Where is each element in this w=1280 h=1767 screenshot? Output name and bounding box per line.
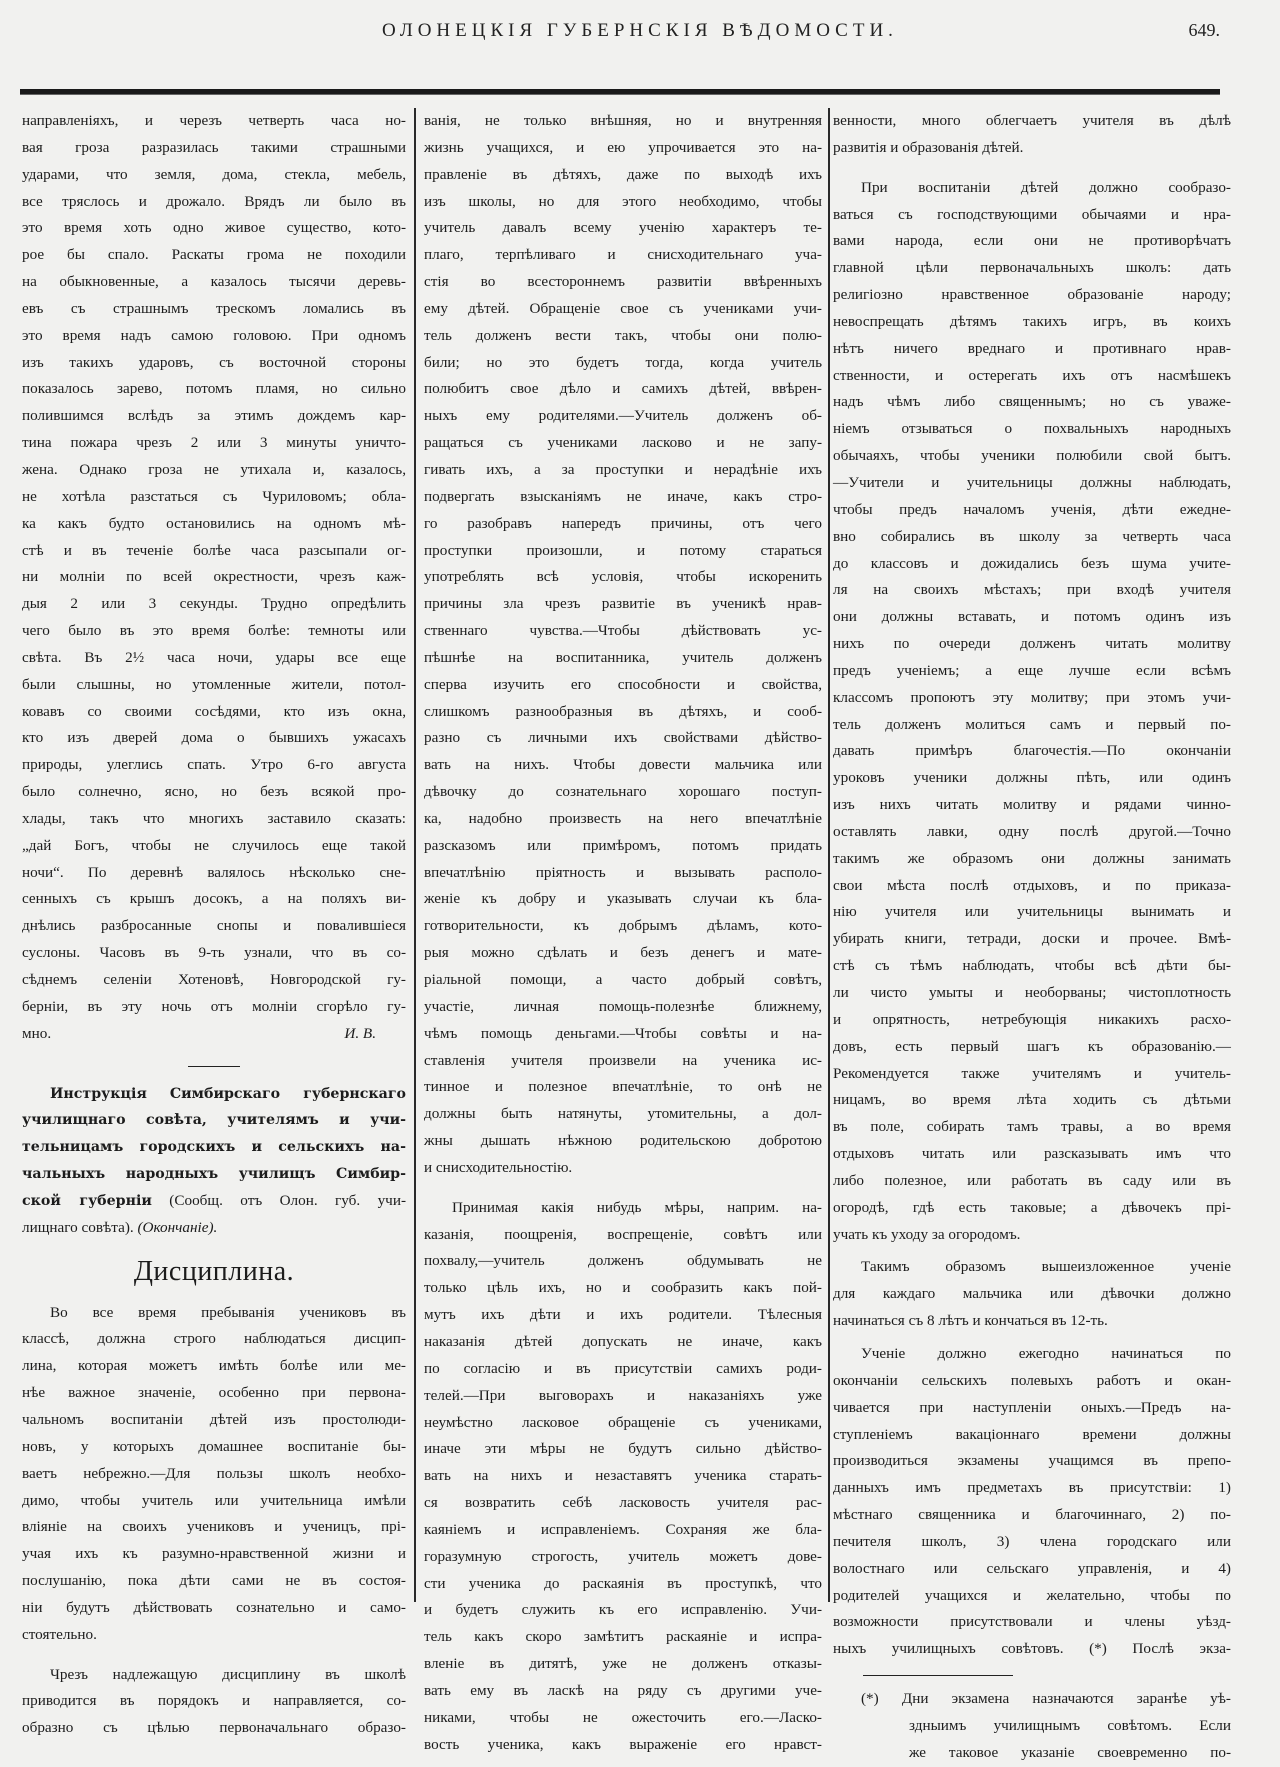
text-line: телей.—При выговорахъ и наказаніяхъ уже (424, 1386, 822, 1404)
text-line: ся возвратить себѣ ласковость учителя рас- (424, 1494, 822, 1512)
text-line: по согласію и въ присутствіи самихъ роди- (424, 1359, 822, 1377)
text-line: учитель давалъ всему ученію характеръ те- (424, 219, 822, 237)
text-line: мутъ ихъ дѣти и ихъ родители. Тѣлесныя (424, 1306, 822, 1324)
text-line: ка, надобно произвесть на него впечатлѣніе (424, 809, 822, 827)
text-line: причины зла чрезъ развитіе въ ученикѣ нрав- (424, 595, 822, 613)
text-line: либо полезное, или работать въ саду или въ (833, 1171, 1231, 1189)
discipline-paragraph-2 (22, 1662, 406, 1743)
text-line: плаго, терпѣливаго и снисходительнаго уча- (424, 246, 822, 264)
text-line: приводится въ порядокъ и направляется, со- (22, 1692, 406, 1710)
text-line: употреблять всѣ условія, чтобы искоренить (424, 568, 822, 586)
text-line: чивается при наступленіи оныхъ.—Предъ на- (833, 1398, 1231, 1416)
text-line: чтобы предъ началомъ ученія, дѣти ежедне- (833, 500, 1231, 518)
text-line: ныхъ ему родителями.—Учитель долженъ об- (424, 407, 822, 425)
article-continuation: (Окончаніе). (137, 1218, 218, 1236)
text-line: тина пожара чрезъ 2 или 3 минуты уничто- (22, 434, 406, 452)
column2-paragraph-1 (424, 108, 822, 1182)
text-line: нѣе важное значеніе, особенно при первона- (22, 1384, 406, 1402)
text-line: вно собирались въ школу за четверть часа (833, 527, 1231, 545)
story-last-word: мно. (22, 1024, 52, 1042)
column3-paragraph-3 (833, 1254, 1231, 1335)
footnote (833, 1686, 1231, 1767)
text-line: религіозно нравственное образованіе народу; (833, 286, 1231, 304)
text-line: стѣ съ тѣмъ наблюдать, чтобы всѣ дѣти бы- (833, 957, 1231, 975)
column-3 (833, 108, 1231, 1761)
page-header (0, 0, 1280, 100)
column-2 (424, 108, 822, 1753)
column-1 (22, 108, 407, 1737)
text-line: въ поле, собирать тамъ травы, а во время (833, 1118, 1231, 1136)
text-line: уроковъ ученики должны пѣть, или одинъ (833, 769, 1231, 787)
text-line: изъ нихъ читать молитву и рядами чинно- (833, 796, 1231, 814)
text-line: тельницамъ городскихъ и сельскихъ на- (22, 1139, 406, 1156)
text-line: все тряслось и дрожало. Врядъ ли было въ (22, 192, 406, 210)
text-line: „дай Богъ, чтобы не случилось еще такой (22, 836, 406, 854)
text-line: же таковое указаніе своевременно по- (909, 1743, 1231, 1761)
text-line: нѣтъ ничего вреднаго и противнаго нрав- (833, 339, 1231, 357)
text-line: димо, чтобы учитель или учительница имѣли (22, 1491, 406, 1509)
text-line: классомъ пропоютъ эту молитву; при этомъ учи- (833, 688, 1231, 706)
text-line: это время надъ самою головою. При одномъ (22, 326, 406, 344)
text-line: днѣлись разбросанные снопы и повалившіеся (22, 917, 406, 935)
text-line: невоспрещать дѣтямъ такихъ игръ, въ коихъ (833, 312, 1231, 330)
article-source: (Сообщ. отъ Олон. губ. учи- (151, 1191, 407, 1209)
text-line: лина, которая можетъ имѣть болѣе или ме- (22, 1357, 406, 1375)
section-heading: Дисциплина. (133, 1255, 295, 1287)
signature: И. В. (344, 1024, 376, 1042)
header-rule (20, 89, 1220, 95)
text-line: рое бы спало. Раскаты грома не походили (22, 246, 406, 264)
text-line: ваться съ господствующими обычаями и нра- (833, 205, 1231, 223)
text-line: вать на нихъ. Чтобы довести мальчика или (424, 756, 822, 774)
story-ending (22, 1021, 406, 1048)
discipline-paragraph-1 (22, 1300, 406, 1649)
column-divider-1 (414, 108, 416, 1602)
text-line: данныхъ имъ предметахъ въ присутствіи: 1) (833, 1479, 1231, 1497)
text-line: до классовъ и дожидались безъ шума учите- (833, 554, 1231, 572)
text-line: ковавъ со своими сосѣдями, кто изъ окна, (22, 702, 406, 720)
text-line: рыя можно сдѣлать и безъ денегъ и мате- (424, 944, 822, 962)
text-line: ударами, что земля, дома, стекла, мебель, (22, 165, 406, 183)
article-source-2: лищнаго совѣта). (22, 1218, 138, 1236)
text-line: было солнечно, ясно, но безъ всякой про- (22, 783, 406, 801)
column3-paragraph-1 (833, 108, 1231, 162)
paragraph-gap (424, 1182, 822, 1195)
text-line: свѣта. Въ 2½ часа ночи, удары все еще (22, 648, 406, 666)
text-line: мѣстнаго священника и благочиннаго, 2) по- (833, 1506, 1231, 1524)
text-line: чальномъ воспитаніи дѣтей изъ простолюди- (22, 1410, 406, 1428)
text-line: и опрятность, нетребующія никакихъ расхо- (833, 1010, 1231, 1028)
story-text (22, 108, 406, 1021)
text-line: развитія и образованія дѣтей. (833, 138, 1024, 156)
text-line: начинаться съ 8 лѣтъ и кончаться въ 12-ть. (833, 1312, 1108, 1330)
text-line: казанія, поощренія, воспрещеніе, совѣтъ или (424, 1225, 822, 1243)
text-line: довъ, есть первый шагъ къ образованію.— (833, 1037, 1231, 1055)
text-line: ницамъ, во время лѣта ходить съ дѣтьми (833, 1091, 1231, 1109)
text-line: сперва изучить его способности и свойства, (424, 675, 822, 693)
text-line: окончаніи сельскихъ полевыхъ работъ и окан- (833, 1371, 1231, 1389)
text-line: жена. Однако гроза не утихала и, казалось, (22, 460, 406, 478)
text-line: полившимся вслѣдъ за этимъ дождемъ кар- (22, 407, 406, 425)
text-line: гивать ихъ, а за проступки и нерадѣніе ихъ (424, 460, 822, 478)
text-line: хлады, такъ что многихъ заставило сказать: (22, 809, 406, 827)
text-line: училищнаго совѣта, учителямъ и учи- (22, 1112, 406, 1129)
text-line: ка какъ будто остановились на одномъ мѣ- (22, 514, 406, 532)
paragraph-gap (833, 162, 1231, 175)
text-line: пѣшнѣе на воспитанника, учитель долженъ (424, 648, 822, 666)
text-line: неумѣстно ласковое обращеніе съ учениками, (424, 1413, 822, 1431)
text-line: ступленіемъ вакаціоннаго времени должны (833, 1425, 1231, 1443)
text-line: дыя 2 или 3 секунды. Трудно опредѣлить (22, 595, 406, 613)
text-line: учая ихъ къ разумно-нравственной жизни и (22, 1545, 406, 1563)
text-line: чѣмъ помощь деньгами.—Чтобы совѣты и на- (424, 1024, 822, 1042)
text-line: тинное и полезное впечатлѣніе, то онѣ не (424, 1078, 822, 1096)
text-line: го разобравъ напередъ причины, отъ чего (424, 514, 822, 532)
text-line: горазумную строгость, учитель можетъ дове- (424, 1547, 822, 1565)
text-line: ственности, и остерегать ихъ отъ насмѣшекъ (833, 366, 1231, 384)
text-line: разсказомъ или примѣромъ, потомъ придать (424, 836, 822, 854)
text-line: отдыховъ читать или разсказывать имъ что (833, 1145, 1231, 1163)
text-line: вленіе въ дитятѣ, уже не долженъ отказы- (424, 1655, 822, 1673)
text-line: дѣвочку до сознательнаго хорошаго поступ- (424, 783, 822, 801)
column2-paragraph-2 (424, 1195, 822, 1759)
text-line: должны быть натянуты, утомительны, а дол- (424, 1105, 822, 1123)
text-line: —Учители и учительницы должны наблюдать, (833, 473, 1231, 491)
text-line: это время хоть одно живое существо, кото- (22, 219, 406, 237)
text-line: евъ съ страшнымъ трескомъ ломались въ (22, 299, 406, 317)
text-line: ственнаго чувства.—Чтобы дѣйствовать ус- (424, 622, 822, 640)
text-line: били; но это будетъ тогда, когда учитель (424, 353, 822, 371)
article-title (22, 1081, 406, 1188)
separator-rule (188, 1066, 240, 1067)
text-line: ночи“. По деревнѣ валялось нѣсколько сне- (22, 863, 406, 881)
text-line: стѣ и въ теченіе болѣе часа разсыпали ог- (22, 541, 406, 559)
text-line: оставлять лавки, одну послѣ другой.—Точно (833, 822, 1231, 840)
text-line: волостнаго или сельскаго управленія, и 4) (833, 1559, 1231, 1577)
text-line: печителя школъ, 3) члена городскаго или (833, 1532, 1231, 1550)
text-line: изъ такихъ ударовъ, съ восточной стороны (22, 353, 406, 371)
text-line: иначе эти мѣры не будутъ сильно дѣйство- (424, 1440, 822, 1458)
text-line: полюбитъ свое дѣло и самихъ дѣтей, ввѣрен- (424, 380, 822, 398)
article-title-line-5 (22, 1188, 406, 1215)
column3-paragraph-2 (833, 175, 1231, 1249)
text-line: образно съ цѣлью первоначальнаго образо- (22, 1719, 406, 1737)
text-line: стія во всестороннемъ развитіи ввѣренныхъ (424, 273, 822, 291)
text-line: вать ему въ ласкѣ на ряду съ другими уче- (424, 1681, 822, 1699)
text-line: стоятельно. (22, 1625, 97, 1643)
text-line: вами народа, если они не противорѣчатъ (833, 232, 1231, 250)
text-line: жизнь учащихся, и ею упрочивается это на- (424, 138, 822, 156)
text-line: правленіе въ дѣтяхъ, даже по выходѣ ихъ (424, 165, 822, 183)
text-line: классѣ, должна строго наблюдаться дисцип- (22, 1330, 406, 1348)
text-line: берніи, въ эту ночь отъ молніи сгорѣло гу- (22, 997, 406, 1015)
text-line: Чрезъ надлежащую дисциплину въ школѣ (50, 1665, 406, 1683)
text-line: огородѣ, гдѣ есть таковые; а дѣвочекъ прі- (833, 1198, 1231, 1216)
text-line: Такимъ образомъ вышеизложенное ученіе (861, 1258, 1231, 1276)
text-line: сѣднемъ селеніи Хотеновѣ, Новгородской гу- (22, 971, 406, 988)
text-line: природы, улеглись спать. Утро 6-го августа (22, 756, 406, 774)
text-line: ли чисто умыты и необорваны; чистоплотность (833, 984, 1231, 1001)
text-line: суслоны. Часовъ въ 9-ть узнали, что въ со- (22, 944, 406, 962)
text-line: вліяніе на своихъ учениковъ и ученицъ, прі- (22, 1518, 406, 1536)
article-title-line-6 (22, 1215, 406, 1242)
text-line: кто изъ дверей дома о бывшихъ ужасахъ (22, 729, 406, 747)
text-line: новъ, у которыхъ домашнее воспитаніе бы- (22, 1437, 406, 1455)
text-line: похвалу,—учитель долженъ обдумывать не (424, 1252, 822, 1270)
text-line: нихъ по очереди долженъ читать молитву (833, 635, 1231, 653)
newspaper-title: ОЛОНЕЦКІЯ ГУБЕРНСКІЯ ВѢДОМОСТИ. (382, 20, 898, 41)
text-line: ля на своихъ мѣстахъ; при входѣ учителя (833, 581, 1231, 599)
text-line: разно съ личными ихъ свойствами дѣйство- (424, 729, 822, 747)
text-line: наказанія дѣтей допускать не иначе, какъ (424, 1332, 822, 1350)
text-line: не хотѣла разстаться съ Чуриловомъ; обла- (22, 487, 406, 505)
text-line: жны дышать нѣжною родительскою добротою (424, 1132, 822, 1150)
text-line: готворительности, къ добрымъ дѣламъ, кото- (424, 917, 822, 935)
text-line: учать къ уходу за огородомъ. (833, 1225, 1021, 1243)
text-line: вая гроза разразилась такими страшными (22, 138, 406, 156)
text-line: вость ученика, какъ выраженіе его нравст- (424, 1735, 822, 1753)
text-line: сенныхъ съ крышъ досокъ, а на поляхъ ви- (22, 890, 406, 908)
text-line: тель какъ скоро замѣтитъ раскаяніе и испра- (424, 1628, 822, 1646)
text-line: Рекомендуется также учителямъ и учитель- (833, 1064, 1231, 1082)
text-line: были слышны, но утомленные жители, потол- (22, 675, 406, 693)
text-line: ему дѣтей. Обращеніе свое съ учениками учи- (424, 299, 822, 317)
text-line: тель долженъ вести такъ, чтобы они полю- (424, 326, 822, 344)
footnote-rule (863, 1675, 1013, 1676)
text-line: тель долженъ молиться самъ и первый по- (833, 715, 1231, 733)
text-line: венности, много облегчаетъ учителя въ дѣлѣ (833, 112, 1231, 129)
text-line: При воспитаніи дѣтей должно сообразо- (861, 178, 1231, 196)
text-line: подвергать взысканіямъ не иначе, какъ стро- (424, 487, 822, 505)
text-line: возможности присутствовали и члены уѣзд- (833, 1613, 1231, 1631)
text-line: и будетъ служить къ его исправленію. Учи- (424, 1601, 822, 1619)
text-line: изъ школы, но для этого необходимо, чтобы (424, 192, 822, 210)
text-line: слишкомъ разнообразныя въ дѣтяхъ, и сооб- (424, 702, 822, 720)
text-line: (*) Дни экзамена назначаются заранѣе уѣ- (861, 1690, 1231, 1708)
text-line: ваетъ небрежно.—Для пользы школъ необхо- (22, 1464, 406, 1482)
text-line: давать примѣръ благочестія.—По окончаніи (833, 742, 1231, 760)
text-line: ни молніи по всей окрестности, чрезъ каж- (22, 568, 406, 586)
text-line: сти ученика до раскаянія въ проступкѣ, что (424, 1574, 822, 1592)
text-line: никами, чтобы не ожесточить его.—Ласко- (424, 1708, 822, 1726)
article-title-lines (22, 1081, 406, 1188)
text-line: производиться экзамены учащимся въ препо- (833, 1452, 1231, 1470)
paragraph-gap (22, 1649, 406, 1662)
text-line: Инструкція Симбирскаго губернскаго (50, 1085, 406, 1102)
text-line: ращаться съ учениками ласково и не запу- (424, 434, 822, 452)
text-line: Принимая какія нибудь мѣры, наприм. на- (452, 1198, 822, 1216)
text-line: главной цѣли первоначальныхъ школъ: дать (833, 259, 1231, 277)
text-line: чальныхъ народныхъ училищъ Симбир- (22, 1166, 406, 1183)
text-line: впечатлѣнію пріятность и вызывать располо- (424, 863, 822, 881)
text-line: родителей учащихся и желательно, чтобы по (833, 1586, 1231, 1604)
text-line: ріальной помощи, а часто добрый совѣтъ, (424, 971, 822, 988)
text-line: каяніемъ и исправленіемъ. Сохраняя же бла- (424, 1520, 822, 1538)
text-line: предъ ученіемъ; а еще лучше если всѣмъ (833, 661, 1231, 679)
text-line: ніемъ отзываться о похвальныхъ народныхъ (833, 420, 1231, 438)
text-line: женіе къ добру и указывать случаи къ бла- (424, 890, 822, 908)
text-line: ніи будутъ дѣйствовать сознательно и само- (22, 1598, 406, 1616)
text-line: убирать книги, тетради, доски и прочее. Вмѣ- (833, 930, 1231, 948)
text-line: участіе, личная помощь-полезнѣе ближнему, (424, 997, 822, 1015)
text-line: надъ чѣмъ либо священнымъ; но съ уваже- (833, 393, 1231, 411)
article-title-last: ской губерніи (22, 1192, 152, 1209)
text-line: вать на нихъ и незаставятъ ученика старать- (424, 1467, 822, 1485)
text-line: Ученіе должно ежегодно начинаться по (861, 1344, 1231, 1362)
text-line: направленіяхъ, и черезъ четверть часа но- (22, 112, 406, 129)
column-divider-2 (828, 108, 830, 1602)
page-number: 649. (1188, 20, 1220, 40)
text-line: Во все время пребыванія учениковъ въ (50, 1303, 406, 1321)
text-line: нію учителя или учительницы вынимать и (833, 903, 1231, 921)
text-line: и снисходительностію. (424, 1158, 573, 1176)
text-line: для каждаго мальчика или дѣвочки должно (833, 1285, 1231, 1303)
text-line: обычаяхъ, чтобы ученики полюбили свой бытъ. (833, 447, 1231, 465)
column3-paragraph-4 (833, 1341, 1231, 1663)
text-line: ныхъ училищныхъ совѣтовъ. (*) Послѣ экза- (833, 1640, 1231, 1658)
text-line: они должны вставать, и потомъ одинъ изъ (833, 608, 1231, 626)
text-line: показалось зарево, потомъ пламя, но сильно (22, 380, 406, 398)
text-line: послушанію, пока дѣти сами не въ состоя- (22, 1572, 406, 1590)
text-line: здныимъ училищнымъ совѣтомъ. Если (909, 1716, 1231, 1734)
text-line: ванія, не только внѣшняя, но и внутренняя (424, 112, 822, 129)
text-line: ставленія учителя произвели на ученика ис- (424, 1051, 822, 1069)
text-line: такимъ же образомъ они должны занимать (833, 849, 1231, 867)
text-line: на обыкновенные, а казалось тысячи деревь- (22, 273, 406, 291)
text-line: свои мѣста послѣ отдыховъ, и по приказа- (833, 876, 1231, 894)
text-line: чего было въ это время болѣе: темноты или (22, 622, 406, 640)
text-line: только цѣль ихъ, но и сообразить какъ пой- (424, 1279, 822, 1297)
text-line: проступки произошли, и потому стараться (424, 541, 822, 559)
